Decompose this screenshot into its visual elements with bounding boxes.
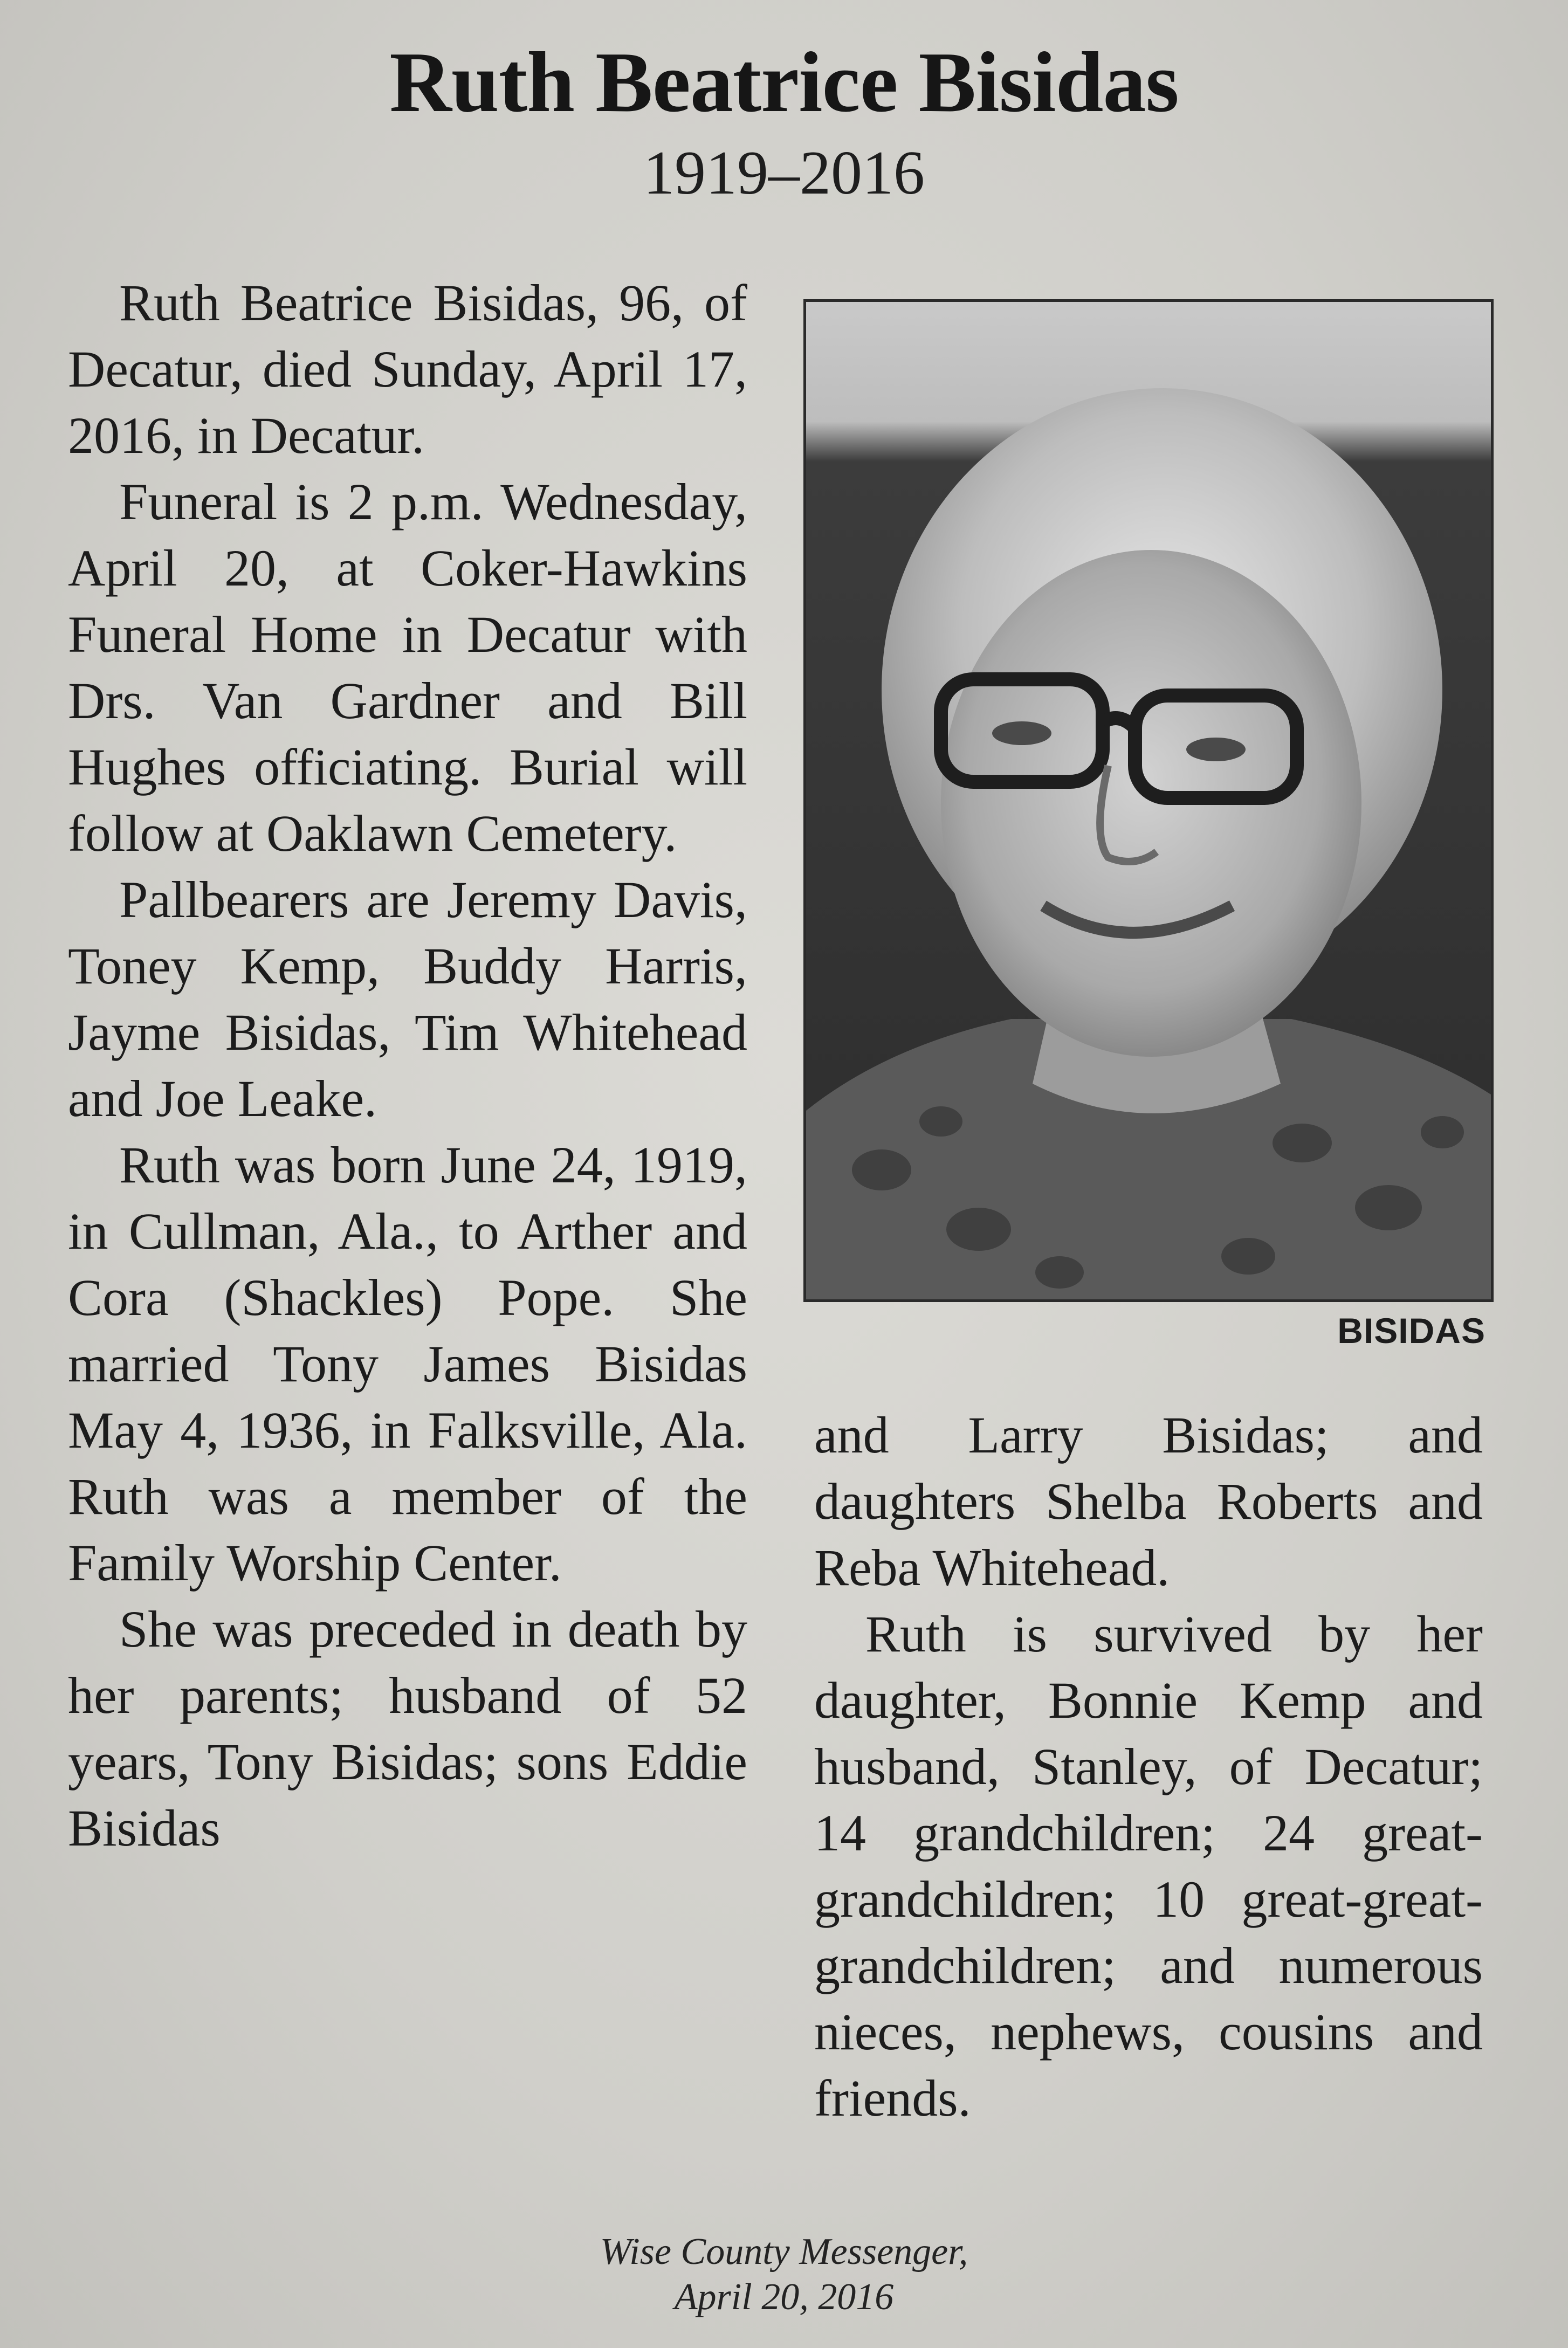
paragraph-preceded-continuation: and Larry Bisidas; and daughters Shelba Roberts and Reba Whitehead. [814, 1406, 1483, 1596]
paragraph-funeral: Funeral is 2 p.m. Wednesday, April 20, at Coker-Hawkins Funeral Home in Decatur with Drs. Van Gardner and Bill Hughes officiating. Burial will follow at Oaklawn Cemetery. [68, 473, 747, 862]
paragraph-death-notice: Ruth Beatrice Bisidas, 96, of Decatur, died Sunday, April 17, 2016, in Decatur. [68, 274, 747, 464]
obituary-name-headline: Ruth Beatrice Bisidas [389, 34, 1179, 130]
paragraph-biography: Ruth was born June 24, 1919, in Cullman, Ala., to Arther and Cora (Shackles) Pope. She married Tony James Bisidas May 4, 1936, in Falksville, Ala. Ruth was a member of the Family Worship Center. [68, 1136, 747, 1592]
obituary-left-column [68, 270, 747, 1861]
publication-date: April 20, 2016 [674, 2276, 894, 2318]
paragraph-preceded-in-death: She was preceded in death by her parents; husband of 52 years, Tony Bisidas; sons Eddie Bisidas [68, 1600, 747, 1857]
portrait-image [806, 302, 1491, 1299]
photo-caption: BISIDAS [1337, 1311, 1486, 1351]
publication-name: Wise County Messenger, [600, 2231, 968, 2273]
paragraph-survivors: Ruth is survived by her daughter, Bonnie Kemp and husband, Stanley, of Decatur; 14 grandchildren; 24 great-grandchildren; 10 great-great-grandchildren; and numerous nieces, nephews, cousins and friends. [814, 1605, 1483, 2127]
source-credit [0, 2229, 1568, 2320]
obituary-right-column [814, 1402, 1483, 2131]
life-years: 1919–2016 [643, 139, 925, 208]
paragraph-pallbearers: Pallbearers are Jeremy Davis, Toney Kemp, Buddy Harris, Jayme Bisidas, Tim Whitehead and Joe Leake. [68, 871, 747, 1127]
portrait-photo [803, 299, 1494, 1302]
